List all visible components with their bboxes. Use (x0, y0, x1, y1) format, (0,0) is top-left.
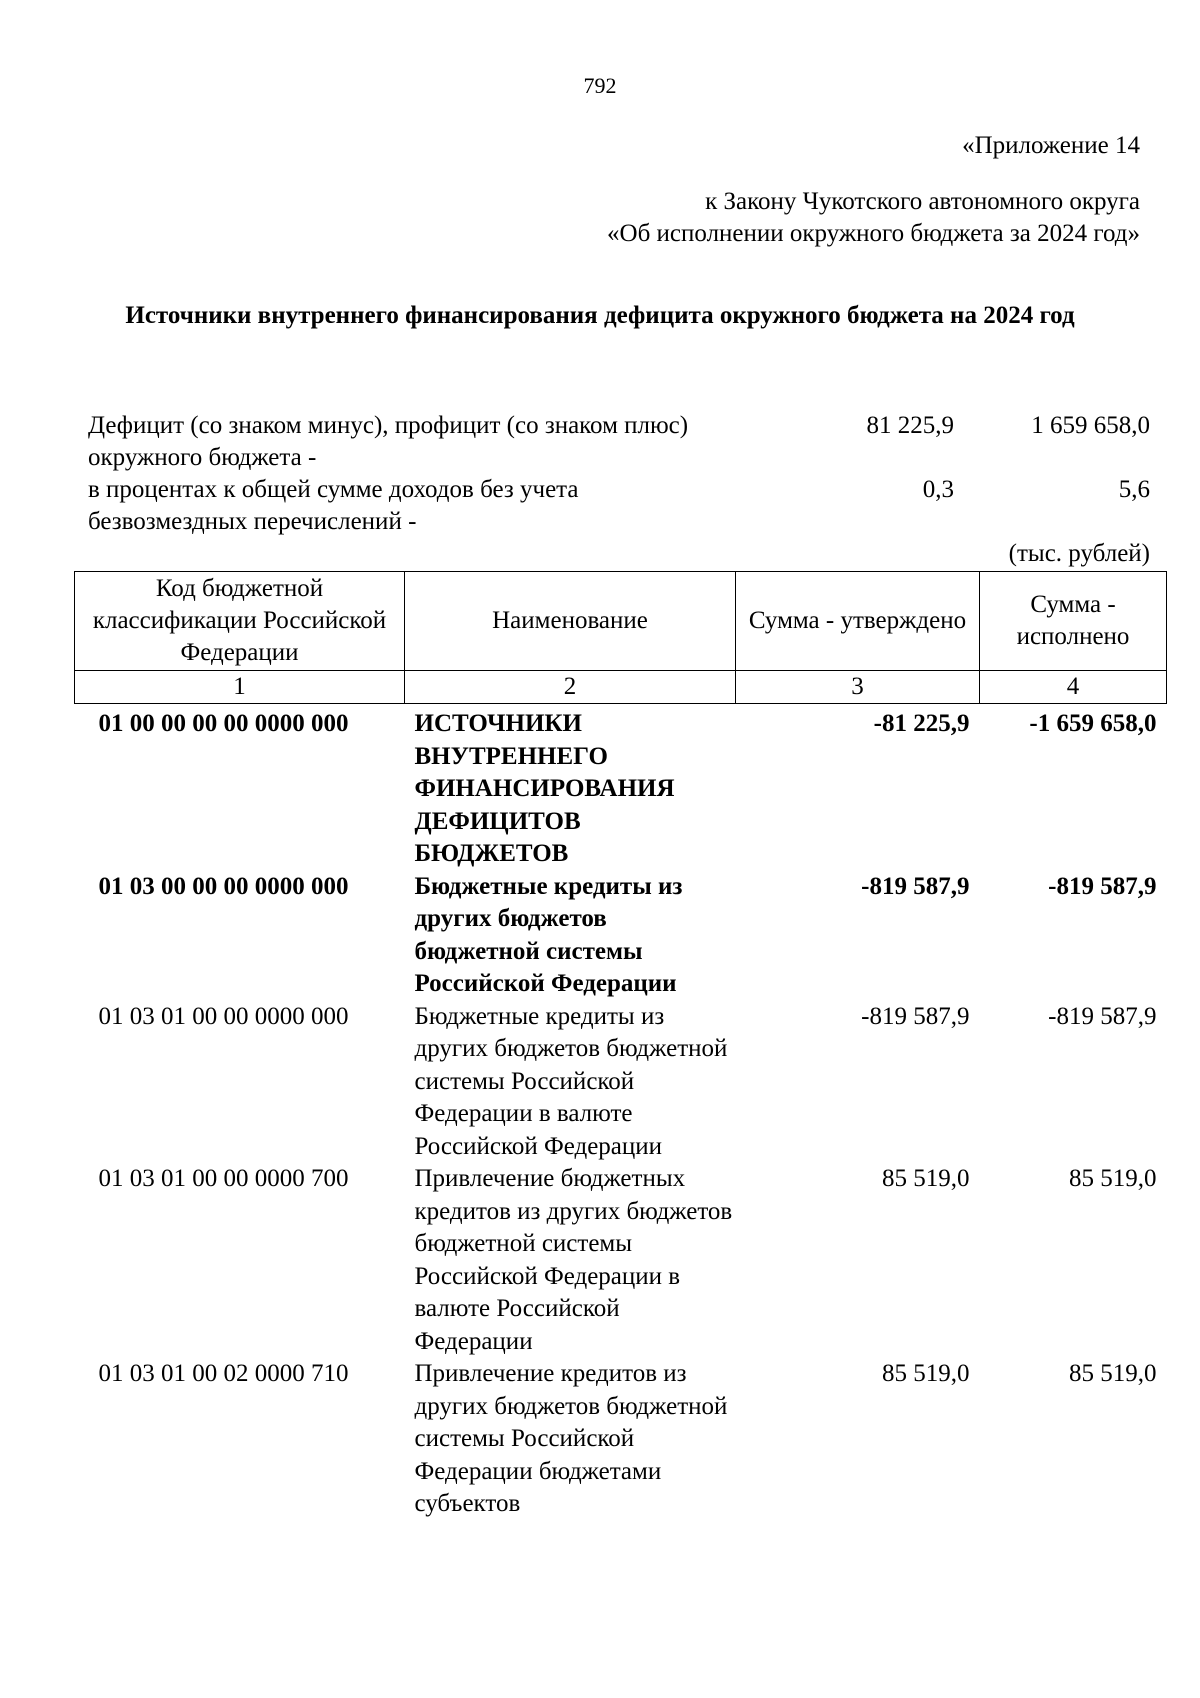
summary-deficit-executed: 1 659 658,0 (1031, 412, 1150, 439)
row-approved: -81 225,9 (873, 710, 970, 737)
row-name: ИСТОЧНИКИ ВНУТРЕННЕГО ФИНАНСИРОВАНИЯ ДЕФИЦИТОВ БЮДЖЕТОВ (414, 710, 675, 867)
column-number-3: 3 (736, 671, 980, 704)
unit-label: (тыс. рублей) (1008, 540, 1150, 567)
row-approved: 85 519,0 (882, 1360, 970, 1387)
column-number-1: 1 (75, 671, 405, 704)
table-row (75, 1358, 1167, 1521)
column-number-2: 2 (405, 671, 736, 704)
table-row (75, 704, 1167, 871)
row-executed: -819 587,9 (1048, 1002, 1157, 1030)
row-executed: 85 519,0 (1069, 1360, 1157, 1387)
header-name: Наименование (405, 572, 736, 671)
header-code: Код бюджетной классификации Российской Федерации (75, 572, 405, 671)
summary-deficit-label: Дефицит (со знаком минус), профицит (со знаком плюс) окружного бюджета - (88, 412, 689, 471)
column-number-row (75, 671, 1167, 704)
page-number: 792 (583, 73, 617, 98)
row-code: 01 03 01 00 00 0000 700 (98, 1165, 349, 1192)
table-header-row (75, 572, 1167, 671)
sources-table (74, 571, 1167, 1521)
row-executed: 85 519,0 (1069, 1165, 1157, 1192)
row-name: Бюджетные кредиты из других бюджетов бюджетной системы Российской Федерации в валюте Российской Федерации (414, 1002, 728, 1160)
row-executed: -1 659 658,0 (1029, 710, 1157, 737)
header-approved: Сумма - утверждено (736, 572, 980, 671)
row-approved: -819 587,9 (861, 1002, 970, 1030)
row-executed: -819 587,9 (1048, 872, 1157, 900)
table-row (75, 871, 1167, 1001)
header-executed: Сумма - исполнено (980, 572, 1167, 671)
summary-deficit-approved: 81 225,9 (866, 412, 954, 439)
table-row (75, 1001, 1167, 1164)
appendix-law-line-1: к Закону Чукотского автономного округа (705, 188, 1140, 215)
appendix-law-line-2: «Об исполнении окружного бюджета за 2024 год» (607, 220, 1140, 247)
row-code: 01 00 00 00 00 0000 000 (98, 710, 349, 737)
row-name: Привлечение бюджетных кредитов из других бюджетов бюджетной системы Российской Федерации в валюте Российской Федерации (414, 1165, 733, 1355)
row-approved: 85 519,0 (882, 1165, 970, 1192)
row-approved: -819 587,9 (861, 872, 970, 900)
table-row (75, 1163, 1167, 1358)
summary-percent-approved: 0,3 (922, 476, 954, 503)
row-name: Бюджетные кредиты из других бюджетов бюджетной системы Российской Федерации (414, 872, 683, 997)
row-code: 01 03 01 00 02 0000 710 (98, 1360, 349, 1387)
row-name: Привлечение кредитов из других бюджетов бюджетной системы Российской Федерации бюджетами субъектов (414, 1360, 728, 1517)
row-code: 01 03 00 00 00 0000 000 (98, 872, 349, 900)
row-code: 01 03 01 00 00 0000 000 (98, 1002, 349, 1030)
summary-percent-label: в процентах к общей сумме доходов без учета безвозмездных перечислений - (88, 476, 579, 535)
appendix-number: «Приложение 14 (962, 132, 1140, 159)
appendix-law-reference (607, 186, 1140, 250)
document-title: Источники внутреннего финансирования дефицита окружного бюджета на 2024 год (125, 302, 1075, 329)
summary-percent-executed: 5,6 (1118, 476, 1150, 503)
column-number-4: 4 (980, 671, 1167, 704)
